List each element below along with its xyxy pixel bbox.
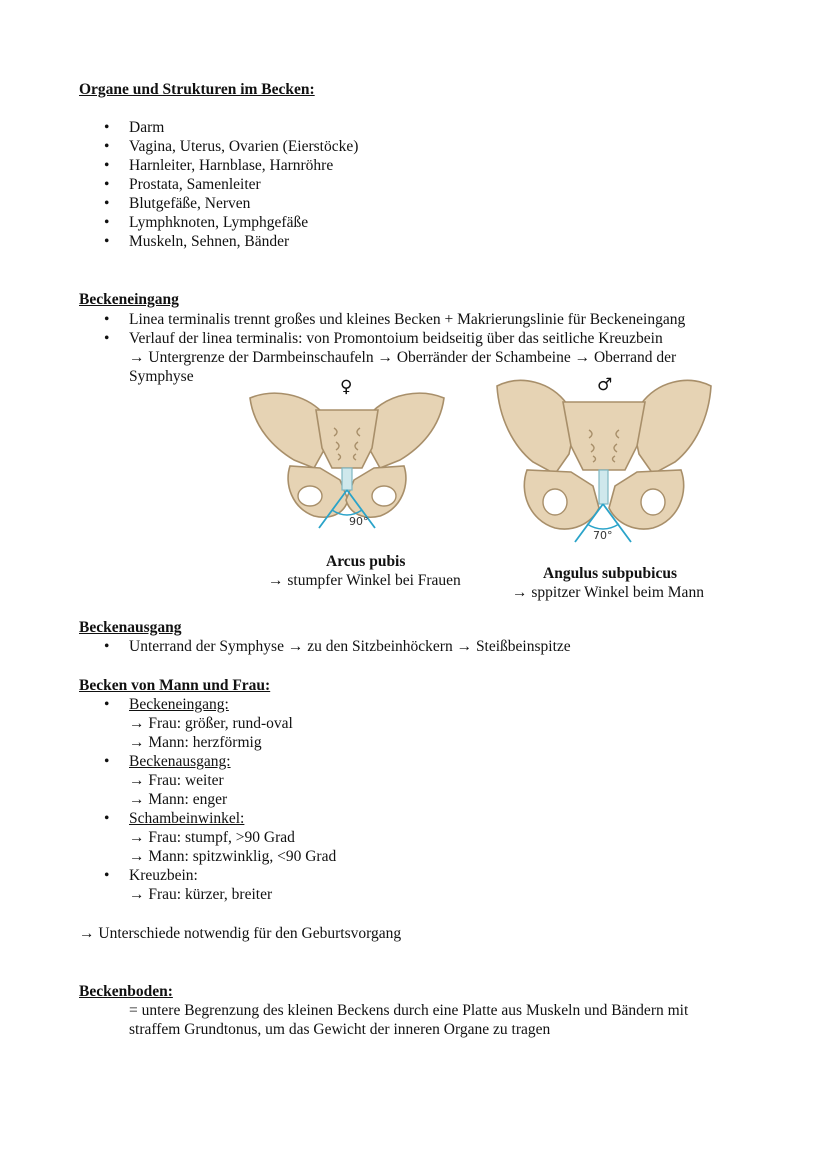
organs-heading: Organe und Strukturen im Becken: — [79, 81, 315, 98]
bullet: • — [104, 330, 110, 347]
female-angle-label: 90° — [349, 515, 369, 528]
outlet-heading: Beckenausgang — [79, 619, 182, 636]
female-caption-text: → stumpfer Winkel bei Frauen — [268, 572, 461, 589]
inlet-bullet-2-line3: Symphyse — [129, 368, 194, 385]
bullet: • — [104, 696, 110, 713]
inlet-heading: Beckeneingang — [79, 291, 179, 308]
male-pelvis-illustration — [493, 374, 715, 546]
list-item: Blutgefäße, Nerven — [129, 195, 251, 212]
bullet: • — [104, 119, 110, 136]
male-symbol: ♂ — [597, 375, 613, 395]
comparison-angle-female: → Frau: stumpf, >90 Grad — [129, 829, 295, 846]
floor-heading: Beckenboden: — [79, 983, 173, 1000]
bullet: • — [104, 138, 110, 155]
comparison-sacrum-label: Kreuzbein: — [129, 867, 198, 884]
bullet: • — [104, 638, 110, 655]
bullet: • — [104, 753, 110, 770]
inlet-bullet-2-line2: → Untergrenze der Darmbeinschaufeln → Oberränder der Schambeine → Oberrand der — [129, 349, 677, 366]
male-angle-label: 70° — [593, 529, 613, 542]
list-item: Lymphknoten, Lymphgefäße — [129, 214, 309, 231]
female-symbol: ♀ — [340, 377, 353, 397]
outlet-bullet-1: Unterrand der Symphyse → zu den Sitzbeinhöckern → Steißbeinspitze — [129, 638, 571, 655]
inlet-bullet-2-line1: Verlauf der linea terminalis: von Promontoium beidseitig über das seitliche Kreuzbein — [129, 330, 663, 347]
comparison-inlet-female: → Frau: größer, rund-oval — [129, 715, 293, 732]
comparison-angle-male: → Mann: spitzwinklig, <90 Grad — [129, 848, 337, 865]
comparison-note: → Unterschiede notwendig für den Geburtsvorgang — [79, 925, 402, 942]
bullet: • — [104, 867, 110, 884]
comparison-sacrum-female: → Frau: kürzer, breiter — [129, 886, 273, 903]
list-item: Harnleiter, Harnblase, Harnröhre — [129, 157, 334, 174]
bullet: • — [104, 810, 110, 827]
female-caption-title: Arcus pubis — [326, 553, 406, 570]
comparison-inlet-label: Beckeneingang: — [129, 696, 229, 713]
male-caption-text: → sppitzer Winkel beim Mann — [512, 584, 704, 601]
list-item: Muskeln, Sehnen, Bänder — [129, 233, 290, 250]
bullet: • — [104, 176, 110, 193]
inlet-bullet-1: Linea terminalis trennt großes und kleines Becken + Makrierungslinie für Beckeneingang — [129, 311, 686, 328]
male-caption-title: Angulus subpubicus — [543, 565, 677, 582]
list-item: Vagina, Uterus, Ovarien (Eierstöcke) — [129, 138, 359, 155]
list-item: Prostata, Samenleiter — [129, 176, 261, 193]
comparison-angle-label: Schambeinwinkel: — [129, 810, 245, 827]
list-item: Darm — [129, 119, 165, 136]
comparison-outlet-female: → Frau: weiter — [129, 772, 224, 789]
comparison-heading: Becken von Mann und Frau: — [79, 677, 271, 694]
floor-line-1: = untere Begrenzung des kleinen Beckens durch eine Platte aus Muskeln und Bändern mit — [129, 1002, 689, 1019]
bullet: • — [104, 214, 110, 231]
comparison-outlet-label: Beckenausgang: — [129, 753, 231, 770]
bullet: • — [104, 195, 110, 212]
female-pelvis-illustration — [244, 388, 450, 533]
floor-line-2: straffem Grundtonus, um das Gewicht der inneren Organe zu tragen — [129, 1021, 551, 1038]
bullet: • — [104, 233, 110, 250]
comparison-inlet-male: → Mann: herzförmig — [129, 734, 262, 751]
comparison-outlet-male: → Mann: enger — [129, 791, 228, 808]
bullet: • — [104, 157, 110, 174]
bullet: • — [104, 311, 110, 328]
